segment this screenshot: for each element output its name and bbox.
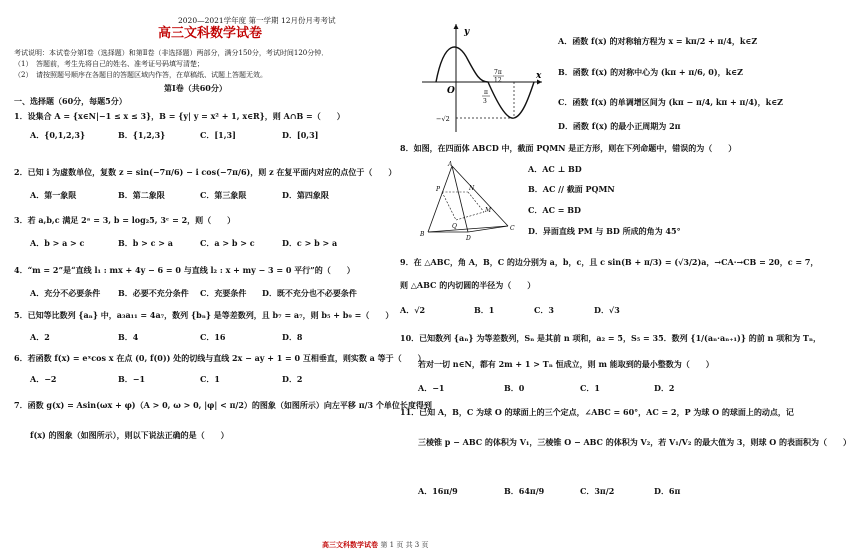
instruction-line-1: 考试说明：本试卷分第Ⅰ卷（选择题）和第Ⅱ卷（非选择题）两部分，满分150分，考试时间120分钟． [14,49,329,57]
q3-option-a: A．b > a > c [30,238,85,248]
q2-option-c: C．第三象限 [200,190,247,200]
q4-stem: 4．“m = 2”是“直线 l₁ : mx + 4y − 6 = 0 与直线 l₂ : x + my − 3 = 0 平行”的（ ） [14,265,355,275]
page-footer [322,540,428,550]
q7-option-c: C．函数 f(x) 的单调增区间为 (kπ − π/4, kπ + π/4)，k∈Z [558,97,783,107]
q7-sine-graph [418,20,548,135]
q10-option-c: C．1 [580,383,600,393]
q5-option-c: C．16 [200,332,226,342]
tick-7pi-den: 12 [494,77,502,84]
q5-option-a: A．2 [30,332,50,342]
q11-option-d: D．6π [654,486,681,496]
footer-title: 高三文科数学试卷 [322,540,378,549]
x-axis-label: x [536,71,542,81]
vertex-a-label: A [448,161,453,168]
q8-stem: 8．如图，在四面体 ABCD 中，截面 PQMN 是正方形，则在下列命题中，错误的为（ ） [400,143,737,153]
section-pq [442,192,456,220]
vertex-c-label: C [510,225,515,232]
q10-option-a: A．−1 [418,383,445,393]
q2-stem: 2．已知 i 为虚数单位，复数 z = sin(−7π/6) − i cos(−7π/6)，则 z 在复平面内对应的点位于（ ） [14,167,397,177]
q5-option-d: D．8 [282,332,303,342]
tick-pi3-num: π [484,89,488,96]
q2-option-b: B．第二象限 [118,190,165,200]
part1-title: 第Ⅰ卷（共60分） [164,83,227,93]
point-n-label: N [469,185,475,192]
q9-option-d: D．√3 [594,305,620,315]
q2-option-a: A．第一象限 [30,190,77,200]
q10-option-b: B．0 [504,383,525,393]
section-nm [468,192,484,212]
q7-option-b: B．函数 f(x) 的对称中心为 (kπ + π/6, 0)，k∈Z [558,67,743,77]
q1-option-b: B．{1,2,3} [118,130,166,140]
instruction-line-3: （2） 请按照题号顺序在各题目的答题区域内作答，在草稿纸、试题上答题无效。 [14,71,267,79]
q6-option-b: B．−1 [118,374,146,384]
q3-option-b: B．b > c > a [118,238,173,248]
point-m-label: M [485,207,492,214]
q1-option-a: A．{0,1,2,3} [30,130,86,140]
y-axis-label: y [464,27,470,37]
edge-ab [428,166,452,232]
q4-option-d: D．既不充分也不必要条件 [262,288,357,298]
q5-option-b: B．4 [118,332,139,342]
q8-tetrahedron-figure [418,160,518,242]
q9-stem-line-1: 9．在 △ABC，角 A，B，C 的边分别为 a，b，c，且 c sin(B + π/3) = (√3/2)a，→CA·→CB = 20，c = 7， [400,257,819,267]
instruction-line-2: （1） 答题前，考生先将自己的姓名、准考证号码填写清楚； [14,60,204,68]
tick-pi3-den: 3 [483,98,487,105]
q6-option-a: A．−2 [30,374,57,384]
q8-option-c: C．AC = BD [528,205,581,215]
q8-option-d: D．异面直线 PM 与 BD 所成的角为 45° [528,226,681,236]
point-q-label: Q [452,223,457,230]
edge-ac [452,166,508,226]
ymin-label: −√2 [436,115,450,123]
q9-option-a: A．√2 [400,305,426,315]
q3-option-d: D．c > b > a [282,238,338,248]
q3-option-c: C．a > b > c [200,238,255,248]
q7-stem-line-2: f(x) 的图象（如图所示），则以下说法正确的是（ ） [30,430,229,440]
edge-dc [468,226,508,232]
point-p-label: P [436,186,441,193]
q7-option-a: A．函数 f(x) 的对称轴方程为 x = kπ/2 + π/4，k∈Z [558,36,758,46]
q6-option-c: C．1 [200,374,220,384]
page-title: 高三文科数学试卷 [158,26,263,41]
q1-stem: 1．设集合 A = {x∈N|−1 ≤ x ≤ 3}，B = {y| y = x² + 1, x∈R}，则 A∩B =（ ） [14,111,345,121]
vertex-d-label: D [466,235,471,242]
q6-stem: 6．若函数 f(x) = eˣcos x 在点 (0, f(0)) 处的切线与直线 2x − ay + 1 = 0 互相垂直，则实数 a 等于（ ） [14,353,426,363]
q6-option-d: D．2 [282,374,303,384]
q9-stem-line-2: 则 △ABC 的内切圆的半径为（ ） [400,280,536,290]
q10-option-d: D．2 [654,383,675,393]
y-axis-arrow [454,24,459,29]
origin-label: O [447,86,455,96]
q10-stem-line-2: 若对一切 n∈N，都有 2m + 1 > Tₙ 恒成立，则 m 能取到的最小整数为（ ） [418,359,714,369]
q1-option-d: D．[0,3] [282,130,319,140]
q11-option-b: B．64π/9 [504,486,545,496]
q7-option-d: D．函数 f(x) 的最小正周期为 2π [558,121,681,131]
q8-option-a: A．AC ⊥ BD [528,164,582,174]
q9-option-b: B．1 [474,305,495,315]
q11-option-c: C．3π/2 [580,486,615,496]
q11-stem-line-2: 三棱锥 p − ABC 的体积为 V₁，三棱锥 O − ABC 的体积为 V₂，若 V₁/V₂ 的最大值为 3，则球 O 的表面积为（ ） [418,437,851,447]
q11-stem-line-1: 11．已知 A，B，C 为球 O 的球面上的三个定点，∠ABC = 60°，AC = 2，P 为球 O 的球面上的动点，记 [400,407,794,417]
section-title: 一、选择题（60分，每题5分） [14,96,127,106]
q9-option-c: C．3 [534,305,554,315]
footer-page-number: 第 1 页 共 3 页 [380,541,429,549]
exam-header-line: 2020—2021学年度 第一学期 12月份月考考试 [178,16,336,25]
vertex-b-label: B [420,231,425,238]
q3-stem: 3．若 a,b,c 满足 2ᵃ = 3, b = log₂5, 3ᶜ = 2，则（ ） [14,215,236,225]
sine-curve [436,47,534,118]
section-qm [456,212,484,220]
tick-7pi-num: 7π [494,69,502,76]
q5-stem: 5．已知等比数列 {aₙ} 中，a₃a₁₁ = 4a₇，数列 {bₙ} 是等差数列，且 b₇ = a₇，则 b₅ + b₉ =（ ） [14,310,394,320]
q8-option-b: B．AC // 截面 PQMN [528,184,615,194]
q4-option-c: C．充要条件 [200,288,247,298]
q7-stem-line-1: 7．函数 g(x) = Asin(ωx + φ)（A > 0, ω > 0, |φ| < π/2）的图象（如图所示）向左平移 π/3 个单位长度得到 [14,400,432,410]
q11-option-a: A．16π/9 [418,486,458,496]
q4-option-b: B．必要不充分条件 [118,288,189,298]
q10-stem-line-1: 10．已知数列 {aₙ} 为等差数列，Sₙ 是其前 n 项和，a₂ = 5，S₅ = 35．数列 {1/(aₙ·aₙ₊₁)} 的前 n 项和为 Tₙ， [400,333,822,343]
q1-option-c: C．[1,3] [200,130,236,140]
q4-option-a: A．充分不必要条件 [30,288,101,298]
q2-option-d: D．第四象限 [282,190,329,200]
